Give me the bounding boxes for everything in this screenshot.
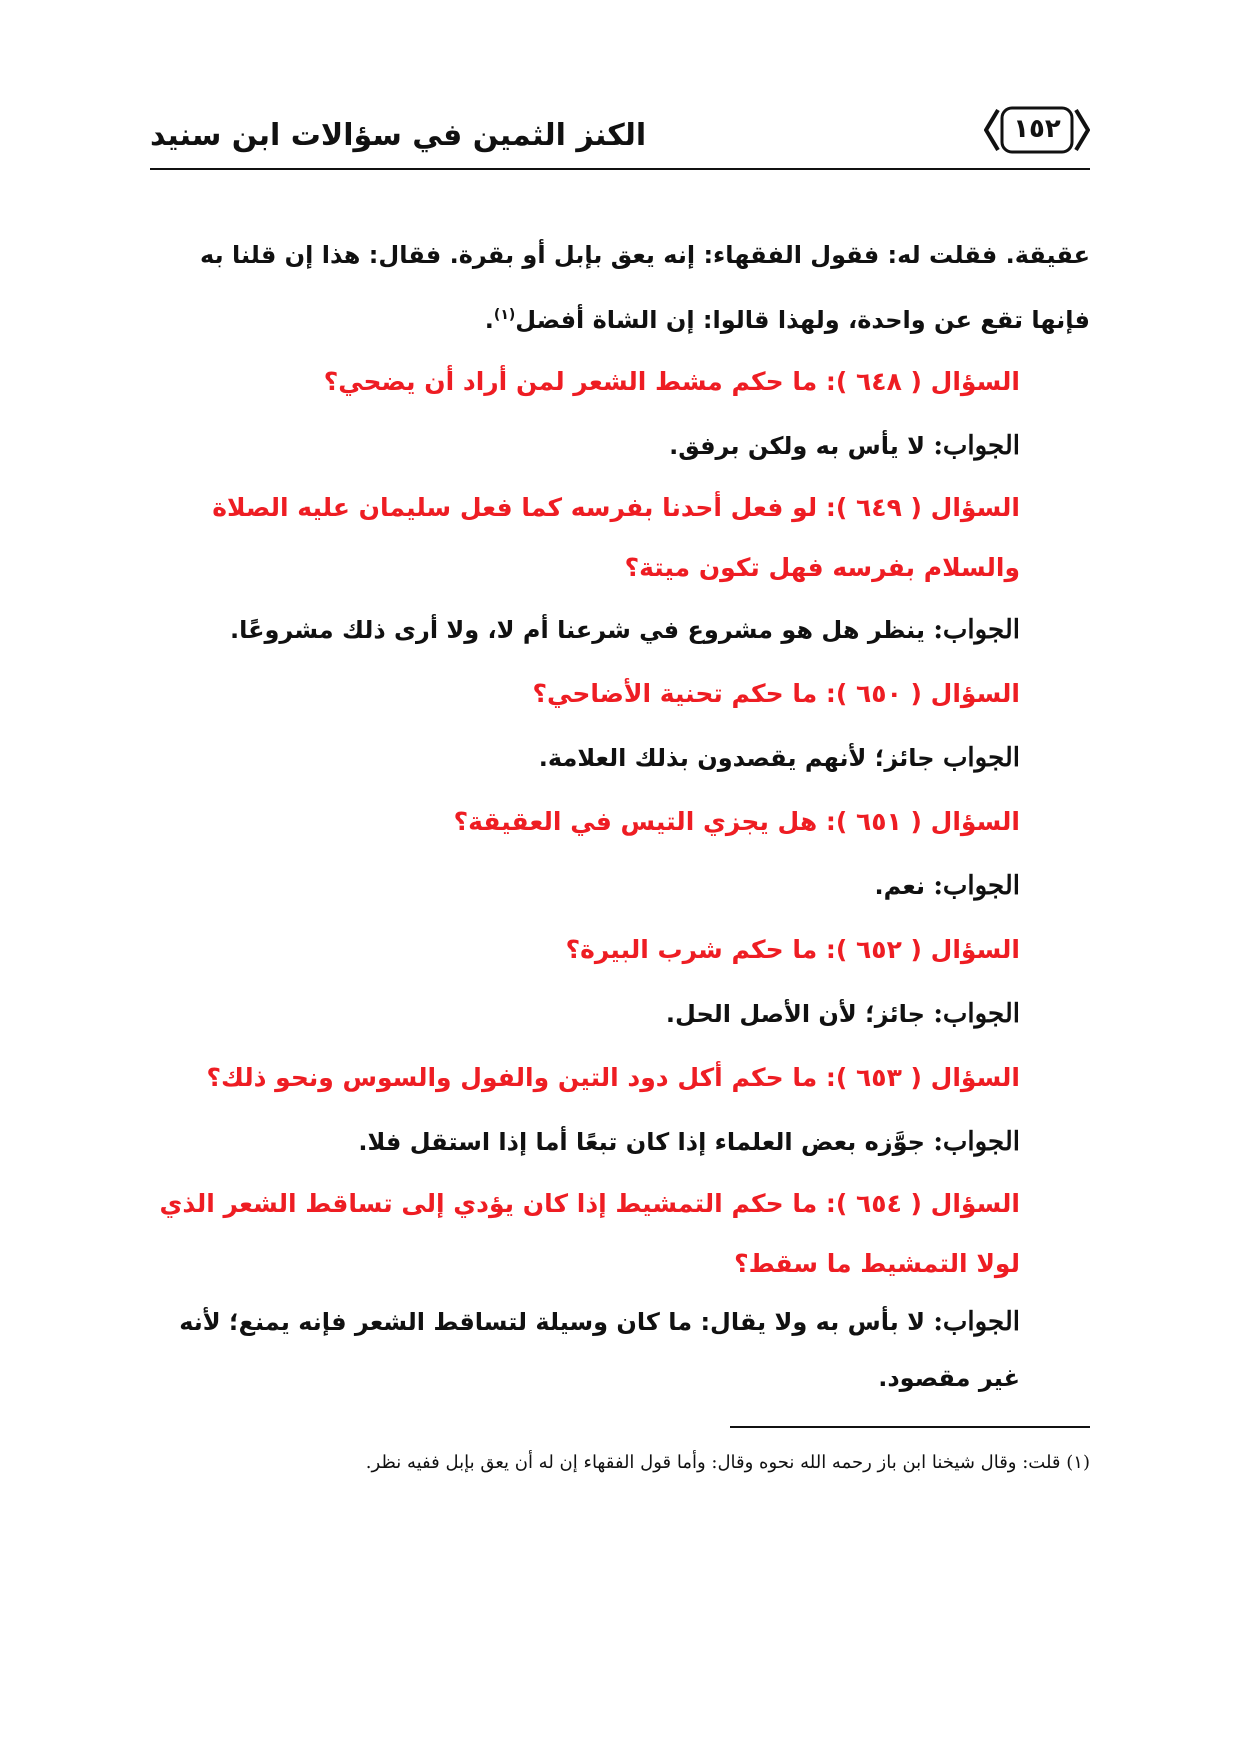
- question-label: السؤال ( ٦٥٣ ):: [825, 1063, 1020, 1092]
- question-649: [150, 478, 1090, 598]
- answer-text: جائز؛ لأنهم يقصدون بذلك العلامة.: [538, 744, 935, 772]
- page-body: [150, 225, 1090, 1406]
- answer-label: الجواب:: [933, 615, 1020, 645]
- footnote-text: قلت: وقال شيخنا ابن باز رحمه الله نحوه وقال: وأما قول الفقهاء إن له أن يعق بإبل ففيه نظر.: [365, 1452, 1061, 1473]
- answer-text: جائز؛ لأن الأصل الحل.: [665, 1000, 925, 1028]
- answer-label: الجواب:: [933, 1127, 1020, 1157]
- question-text: ما حكم أكل دود التين والفول والسوس ونحو ذلك؟: [206, 1063, 818, 1092]
- intro-line-2-text: فإنها تقع عن واحدة، ولهذا قالوا: إن الشاة أفضل: [515, 306, 1090, 334]
- question-text: ما حكم تحنية الأضاحي؟: [532, 679, 818, 708]
- answer-text: جوَّزه بعض العلماء إذا كان تبعًا أما إذا استقل فلا.: [358, 1128, 925, 1156]
- answer-654: [150, 1294, 1090, 1406]
- answer-text: لا يأس به ولكن برفق.: [669, 432, 925, 460]
- answer-649: [150, 598, 1090, 662]
- answer-text: ينظر هل هو مشروع في شرعنا أم لا، ولا أرى ذلك مشروعًا.: [229, 616, 925, 644]
- question-text: ما حكم التمشيط إذا كان يؤدي إلى تساقط الشعر الذي لولا التمشيط ما سقط؟: [159, 1189, 1020, 1278]
- question-label: السؤال ( ٦٤٨ ):: [825, 367, 1020, 396]
- intro-line-1: عقيقة. فقلت له: فقول الفقهاء: إنه يعق بإبل أو بقرة. فقال: هذا إن قلنا به: [200, 241, 1090, 269]
- answer-label: الجواب:: [933, 431, 1020, 461]
- question-label: السؤال ( ٦٤٩ ):: [825, 493, 1020, 522]
- footnote-reference: (١): [493, 307, 516, 323]
- question-label: السؤال ( ٦٥٤ ):: [825, 1189, 1020, 1218]
- question-651: [150, 790, 1090, 854]
- page-number-frame: [984, 106, 1090, 154]
- answer-650: [150, 726, 1090, 790]
- footnote-number: (١): [1066, 1452, 1090, 1473]
- question-653: [150, 1046, 1090, 1110]
- question-652: [150, 918, 1090, 982]
- intro-line-2: [150, 285, 1090, 350]
- answer-text: نعم.: [874, 872, 925, 900]
- footnote: [150, 1452, 1090, 1473]
- answer-label: الجواب:: [933, 999, 1020, 1029]
- question-654: [150, 1174, 1090, 1294]
- question-text: لو فعل أحدنا بفرسه كما فعل سليمان عليه الصلاة والسلام بفرسه فهل تكون ميتة؟: [212, 493, 1020, 582]
- question-text: ما حكم شرب البيرة؟: [565, 935, 818, 964]
- answer-text: لا بأس به ولا يقال: ما كان وسيلة لتساقط الشعر فإنه يمنع؛ لأنه غير مقصود.: [179, 1308, 1020, 1392]
- answer-648: [150, 414, 1090, 478]
- answer-651: [150, 854, 1090, 918]
- question-label: السؤال ( ٦٥٢ ):: [825, 935, 1020, 964]
- page-number: ١٥٢: [1013, 114, 1061, 144]
- answer-label: الجواب:: [933, 871, 1020, 901]
- question-label: السؤال ( ٦٥٠ ):: [825, 679, 1020, 708]
- answer-label: الجواب:: [933, 1307, 1020, 1337]
- header-divider: [150, 168, 1090, 170]
- answer-653: [150, 1110, 1090, 1174]
- footnote-divider: [730, 1426, 1090, 1428]
- question-650: [150, 662, 1090, 726]
- question-label: السؤال ( ٦٥١ ):: [825, 807, 1020, 836]
- question-text: ما حكم مشط الشعر لمن أراد أن يضحي؟: [323, 367, 818, 396]
- page-header: [150, 100, 1090, 172]
- question-text: هل يجزي التيس في العقيقة؟: [453, 807, 818, 836]
- answer-label: الجواب: [942, 743, 1020, 773]
- answer-652: [150, 982, 1090, 1046]
- question-648: [150, 350, 1090, 414]
- book-title: الكنز الثمين في سؤالات ابن سنيد: [150, 118, 647, 153]
- intro-line-2-end: .: [484, 306, 494, 334]
